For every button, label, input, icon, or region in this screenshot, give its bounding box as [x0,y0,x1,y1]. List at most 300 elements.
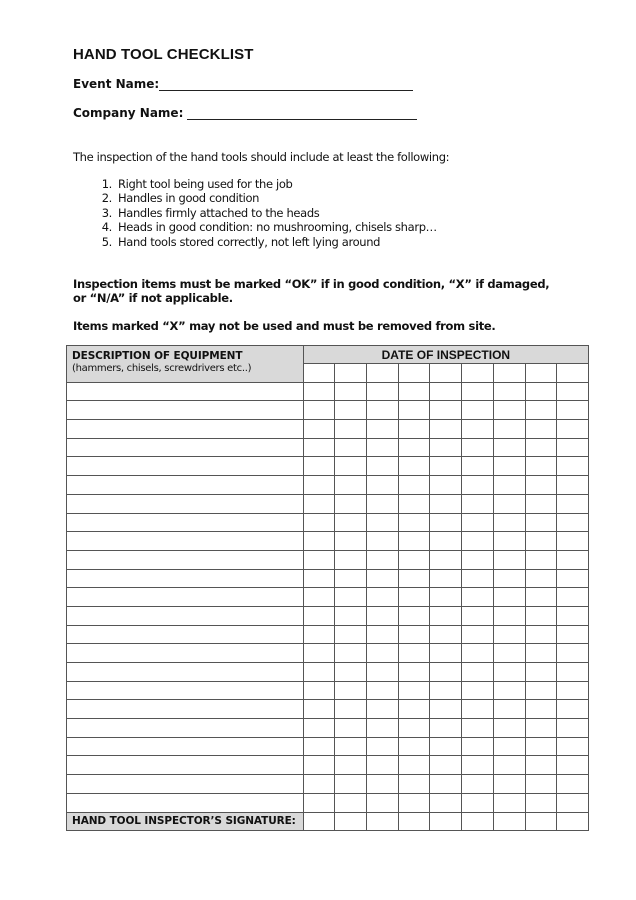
inspection-status-cell[interactable] [430,737,462,756]
inspection-status-cell[interactable] [557,625,589,644]
inspection-status-cell[interactable] [303,420,335,439]
requirement-text: Right tool being used for the job [118,177,293,191]
inspection-status-cell[interactable] [525,401,557,420]
inspection-status-cell[interactable] [557,569,589,588]
inspection-status-cell[interactable] [367,625,399,644]
table-row [67,420,589,439]
requirement-item [92,177,437,191]
inspection-status-cell[interactable] [303,401,335,420]
inspection-status-cell[interactable] [493,775,525,794]
inspection-status-cell[interactable] [462,588,494,607]
description-header [67,346,304,383]
requirement-text: Handles firmly attached to the heads [118,205,320,220]
inspection-status-cell[interactable] [462,737,494,756]
inspection-status-cell[interactable] [398,588,430,607]
inspection-status-cell[interactable] [462,719,494,738]
inspection-status-cell[interactable] [493,737,525,756]
inspection-status-cell[interactable] [462,382,494,401]
company-name-label: Company Name: [73,106,184,120]
inspection-status-cell[interactable] [525,550,557,569]
equipment-description-cell[interactable] [67,663,304,682]
table-header-row [67,346,589,364]
inspection-status-cell[interactable] [335,644,367,663]
inspection-status-cell[interactable] [398,663,430,682]
inspection-status-cell[interactable] [525,793,557,812]
inspection-status-cell[interactable] [335,663,367,682]
inspection-status-cell[interactable] [430,550,462,569]
inspection-status-cell[interactable] [398,737,430,756]
inspection-status-cell[interactable] [430,532,462,551]
description-header-subtitle: (hammers, chisels, screwdrivers etc..) [72,363,252,374]
inspection-status-cell[interactable] [462,401,494,420]
inspection-status-cell[interactable] [367,532,399,551]
inspector-signature-cell[interactable] [398,812,430,831]
table-row [67,719,589,738]
inspection-status-cell[interactable] [462,681,494,700]
inspection-status-cell[interactable] [335,457,367,476]
inspection-status-cell[interactable] [557,588,589,607]
inspection-status-cell[interactable] [398,606,430,625]
inspection-status-cell[interactable] [430,420,462,439]
table-row [67,681,589,700]
inspection-status-cell[interactable] [493,663,525,682]
inspection-status-cell[interactable] [525,438,557,457]
equipment-description-cell[interactable] [67,494,304,513]
inspection-status-cell[interactable] [303,737,335,756]
intro-text: The inspection of the hand tools should include at least the following: [73,150,450,164]
inspection-status-cell[interactable] [303,681,335,700]
inspection-status-cell[interactable] [525,775,557,794]
inspection-status-cell[interactable] [303,756,335,775]
inspection-status-cell[interactable] [335,700,367,719]
inspection-status-cell[interactable] [367,401,399,420]
inspection-status-cell[interactable] [335,775,367,794]
inspection-status-cell[interactable] [398,532,430,551]
inspection-status-cell[interactable] [367,438,399,457]
inspection-status-cell[interactable] [493,438,525,457]
inspection-status-cell[interactable] [557,606,589,625]
inspection-date-cell[interactable] [462,364,494,383]
inspection-status-cell[interactable] [303,663,335,682]
inspection-status-cell[interactable] [525,700,557,719]
inspection-status-cell[interactable] [430,700,462,719]
requirement-text: Heads in good condition: no mushrooming, chisels sharp… [118,220,437,235]
equipment-description-cell[interactable] [67,420,304,439]
table-row [67,625,589,644]
inspection-status-cell[interactable] [462,457,494,476]
inspection-status-cell[interactable] [303,719,335,738]
inspection-status-cell[interactable] [367,569,399,588]
table-row [67,588,589,607]
inspection-status-cell[interactable] [367,588,399,607]
inspection-status-cell[interactable] [462,644,494,663]
inspection-date-cell[interactable] [303,364,335,383]
requirement-number: 5. [101,234,112,249]
inspection-status-cell[interactable] [525,644,557,663]
inspection-status-cell[interactable] [335,737,367,756]
inspection-status-cell[interactable] [398,438,430,457]
inspection-status-cell[interactable] [557,382,589,401]
inspection-status-cell[interactable] [525,663,557,682]
inspection-status-cell[interactable] [367,494,399,513]
document-title: HAND TOOL CHECKLIST [73,46,254,63]
table-row [67,793,589,812]
inspection-status-cell[interactable] [493,382,525,401]
inspection-date-cell[interactable] [557,364,589,383]
inspector-signature-cell[interactable] [367,812,399,831]
requirement-number: 3. [101,205,112,220]
inspection-status-cell[interactable] [398,681,430,700]
inspection-status-cell[interactable] [493,719,525,738]
inspection-status-cell[interactable] [493,793,525,812]
inspection-status-cell[interactable] [303,588,335,607]
inspection-status-cell[interactable] [557,719,589,738]
inspection-date-cell[interactable] [493,364,525,383]
inspection-status-cell[interactable] [430,644,462,663]
inspection-status-cell[interactable] [525,756,557,775]
table-row [67,644,589,663]
inspection-status-cell[interactable] [335,476,367,495]
inspection-status-cell[interactable] [557,663,589,682]
inspection-status-cell[interactable] [303,457,335,476]
inspection-status-cell[interactable] [493,606,525,625]
inspection-status-cell[interactable] [557,513,589,532]
inspection-status-cell[interactable] [462,420,494,439]
equipment-description-cell[interactable] [67,569,304,588]
inspection-status-cell[interactable] [430,513,462,532]
inspection-status-cell[interactable] [557,700,589,719]
inspection-status-cell[interactable] [493,625,525,644]
inspection-status-cell[interactable] [335,625,367,644]
inspection-status-cell[interactable] [398,569,430,588]
inspection-status-cell[interactable] [462,775,494,794]
inspection-status-cell[interactable] [525,420,557,439]
inspection-status-cell[interactable] [462,756,494,775]
requirement-text: Handles in good condition [118,191,260,206]
equipment-description-cell[interactable] [67,550,304,569]
inspection-status-cell[interactable] [557,476,589,495]
inspection-status-cell[interactable] [557,681,589,700]
inspection-status-cell[interactable] [493,494,525,513]
inspection-status-cell[interactable] [335,494,367,513]
table-row [67,438,589,457]
inspection-status-cell[interactable] [525,588,557,607]
inspection-status-cell[interactable] [335,681,367,700]
inspection-table [66,345,589,831]
inspection-status-cell[interactable] [398,719,430,738]
inspection-status-cell[interactable] [398,775,430,794]
equipment-description-cell[interactable] [67,457,304,476]
inspector-signature-cell[interactable] [525,812,557,831]
inspection-status-cell[interactable] [557,438,589,457]
inspection-status-cell[interactable] [430,663,462,682]
inspection-status-cell[interactable] [493,700,525,719]
inspection-status-cell[interactable] [303,438,335,457]
inspection-status-cell[interactable] [303,644,335,663]
inspection-status-cell[interactable] [525,494,557,513]
inspection-status-cell[interactable] [335,793,367,812]
inspection-status-cell[interactable] [525,569,557,588]
inspection-status-cell[interactable] [303,606,335,625]
inspection-status-cell[interactable] [462,663,494,682]
table-row [67,606,589,625]
inspection-status-cell[interactable] [430,438,462,457]
inspection-status-cell[interactable] [525,606,557,625]
inspection-status-cell[interactable] [557,793,589,812]
table-row [67,775,589,794]
inspection-status-cell[interactable] [525,532,557,551]
equipment-description-cell[interactable] [67,681,304,700]
inspection-date-cell[interactable] [525,364,557,383]
requirement-number: 4. [101,220,112,235]
inspection-status-cell[interactable] [493,569,525,588]
inspection-status-cell[interactable] [557,550,589,569]
inspection-status-cell[interactable] [557,401,589,420]
inspection-status-cell[interactable] [493,476,525,495]
inspection-status-cell[interactable] [525,457,557,476]
description-header-title: DESCRIPTION OF EQUIPMENT [72,350,243,362]
inspection-status-cell[interactable] [335,513,367,532]
inspector-signature-cell[interactable] [462,812,494,831]
inspection-status-cell[interactable] [525,737,557,756]
inspection-status-cell[interactable] [398,625,430,644]
inspection-status-cell[interactable] [462,438,494,457]
equipment-description-cell[interactable] [67,644,304,663]
inspection-status-cell[interactable] [525,681,557,700]
inspection-status-cell[interactable] [462,476,494,495]
table-row [67,494,589,513]
inspection-status-cell[interactable] [430,775,462,794]
equipment-description-cell[interactable] [67,476,304,495]
inspection-status-cell[interactable] [525,513,557,532]
equipment-description-cell[interactable] [67,401,304,420]
company-name-field [73,106,417,120]
inspection-status-cell[interactable] [303,382,335,401]
inspection-status-cell[interactable] [335,756,367,775]
inspection-status-cell[interactable] [557,420,589,439]
inspection-status-cell[interactable] [430,793,462,812]
inspection-status-cell[interactable] [430,625,462,644]
inspection-status-cell[interactable] [367,775,399,794]
table-row [67,737,589,756]
inspection-date-cell[interactable] [367,364,399,383]
event-name-input[interactable] [159,78,413,91]
inspection-status-cell[interactable] [398,513,430,532]
inspection-status-cell[interactable] [398,382,430,401]
inspection-status-cell[interactable] [367,457,399,476]
inspection-status-cell[interactable] [398,457,430,476]
equipment-description-cell[interactable] [67,438,304,457]
inspector-signature-cell[interactable] [557,812,589,831]
inspection-status-cell[interactable] [430,476,462,495]
equipment-description-cell[interactable] [67,793,304,812]
inspection-status-cell[interactable] [462,569,494,588]
inspection-status-cell[interactable] [462,625,494,644]
inspection-status-cell[interactable] [493,457,525,476]
inspection-status-cell[interactable] [462,532,494,551]
company-name-input[interactable] [187,107,417,120]
equipment-description-cell[interactable] [67,513,304,532]
inspection-status-cell[interactable] [398,476,430,495]
inspection-status-cell[interactable] [367,793,399,812]
table-row [67,457,589,476]
inspection-status-cell[interactable] [303,625,335,644]
inspection-status-cell[interactable] [335,532,367,551]
requirement-number: 2. [101,191,112,206]
inspection-status-cell[interactable] [367,663,399,682]
requirement-item [92,206,437,220]
table-row [67,700,589,719]
inspection-status-cell[interactable] [367,513,399,532]
inspection-status-cell[interactable] [335,401,367,420]
inspection-status-cell[interactable] [430,756,462,775]
table-row [67,532,589,551]
inspection-status-cell[interactable] [557,756,589,775]
inspection-status-cell[interactable] [525,476,557,495]
inspection-status-cell[interactable] [557,775,589,794]
requirement-text: Hand tools stored correctly, not left lying around [118,234,381,249]
inspection-status-cell[interactable] [462,513,494,532]
inspection-date-cell[interactable] [430,364,462,383]
inspection-status-cell[interactable] [335,606,367,625]
inspection-status-cell[interactable] [430,382,462,401]
table-row [67,569,589,588]
inspection-status-cell[interactable] [335,382,367,401]
inspection-status-cell[interactable] [367,756,399,775]
inspection-status-cell[interactable] [493,420,525,439]
date-of-inspection-header: DATE OF INSPECTION [303,346,588,364]
inspection-status-cell[interactable] [303,569,335,588]
table-row [67,513,589,532]
inspection-status-cell[interactable] [493,588,525,607]
inspection-status-cell[interactable] [303,700,335,719]
requirement-item [92,235,437,249]
inspection-status-cell[interactable] [398,494,430,513]
table-row [67,663,589,682]
inspection-status-cell[interactable] [462,793,494,812]
inspection-status-cell[interactable] [335,569,367,588]
inspection-status-cell[interactable] [525,719,557,738]
inspection-status-cell[interactable] [367,681,399,700]
inspection-status-cell[interactable] [557,532,589,551]
inspection-status-cell[interactable] [367,719,399,738]
inspection-status-cell[interactable] [557,494,589,513]
inspection-status-cell[interactable] [493,513,525,532]
inspection-status-cell[interactable] [367,606,399,625]
inspection-status-cell[interactable] [303,494,335,513]
table-row [67,550,589,569]
inspection-status-cell[interactable] [430,606,462,625]
equipment-description-cell[interactable] [67,588,304,607]
equipment-description-cell[interactable] [67,532,304,551]
inspection-status-cell[interactable] [557,644,589,663]
inspection-status-cell[interactable] [430,588,462,607]
equipment-description-cell[interactable] [67,382,304,401]
inspection-status-cell[interactable] [493,756,525,775]
inspection-status-cell[interactable] [557,457,589,476]
inspection-status-cell[interactable] [367,644,399,663]
removal-instructions: Items marked “X” may not be used and must be removed from site. [73,319,496,333]
inspection-status-cell[interactable] [493,550,525,569]
inspection-status-cell[interactable] [430,494,462,513]
inspector-signature-cell[interactable] [303,812,335,831]
inspection-status-cell[interactable] [398,700,430,719]
requirement-number: 1. [101,177,112,191]
inspection-status-cell[interactable] [525,625,557,644]
equipment-rows [67,382,589,812]
inspection-status-cell[interactable] [462,700,494,719]
inspection-status-cell[interactable] [367,420,399,439]
inspector-signature-cell[interactable] [430,812,462,831]
requirement-item [92,220,437,234]
equipment-description-cell[interactable] [67,719,304,738]
inspection-status-cell[interactable] [398,550,430,569]
equipment-description-cell[interactable] [67,700,304,719]
inspection-status-cell[interactable] [493,532,525,551]
inspector-signature-cell[interactable] [335,812,367,831]
inspection-status-cell[interactable] [367,737,399,756]
inspection-status-cell[interactable] [430,681,462,700]
inspection-status-cell[interactable] [462,494,494,513]
inspection-status-cell[interactable] [335,588,367,607]
inspection-status-cell[interactable] [430,569,462,588]
inspector-signature-cell[interactable] [493,812,525,831]
inspection-status-cell[interactable] [335,719,367,738]
inspection-date-cell[interactable] [398,364,430,383]
inspection-status-cell[interactable] [303,775,335,794]
requirements-list [92,177,437,249]
inspection-status-cell[interactable] [462,550,494,569]
inspection-status-cell[interactable] [303,550,335,569]
inspection-status-cell[interactable] [335,550,367,569]
inspection-status-cell[interactable] [557,737,589,756]
inspection-status-cell[interactable] [430,401,462,420]
event-name-field [73,77,413,91]
equipment-description-cell[interactable] [67,606,304,625]
event-name-label: Event Name: [73,77,160,91]
inspection-status-cell[interactable] [493,401,525,420]
equipment-description-cell[interactable] [67,625,304,644]
inspection-status-cell[interactable] [303,476,335,495]
inspection-status-cell[interactable] [303,513,335,532]
inspection-status-cell[interactable] [398,644,430,663]
table-row [67,401,589,420]
inspection-status-cell[interactable] [493,681,525,700]
inspection-status-cell[interactable] [303,793,335,812]
equipment-description-cell[interactable] [67,775,304,794]
inspection-status-cell[interactable] [335,420,367,439]
inspection-status-cell[interactable] [367,382,399,401]
inspection-date-cell[interactable] [335,364,367,383]
inspection-status-cell[interactable] [493,644,525,663]
equipment-description-cell[interactable] [67,756,304,775]
marking-instructions: Inspection items must be marked “OK” if in good condition, “X” if damaged, or “N/A” if not applicable. [73,277,550,305]
inspection-status-cell[interactable] [398,420,430,439]
inspection-status-cell[interactable] [303,532,335,551]
inspection-status-cell[interactable] [430,719,462,738]
inspection-status-cell[interactable] [430,457,462,476]
inspection-status-cell[interactable] [367,476,399,495]
inspection-status-cell[interactable] [398,793,430,812]
inspection-status-cell[interactable] [398,756,430,775]
inspection-status-cell[interactable] [367,550,399,569]
inspection-status-cell[interactable] [367,700,399,719]
inspection-status-cell[interactable] [398,401,430,420]
equipment-description-cell[interactable] [67,737,304,756]
inspection-status-cell[interactable] [525,382,557,401]
inspection-status-cell[interactable] [335,438,367,457]
inspection-status-cell[interactable] [462,606,494,625]
